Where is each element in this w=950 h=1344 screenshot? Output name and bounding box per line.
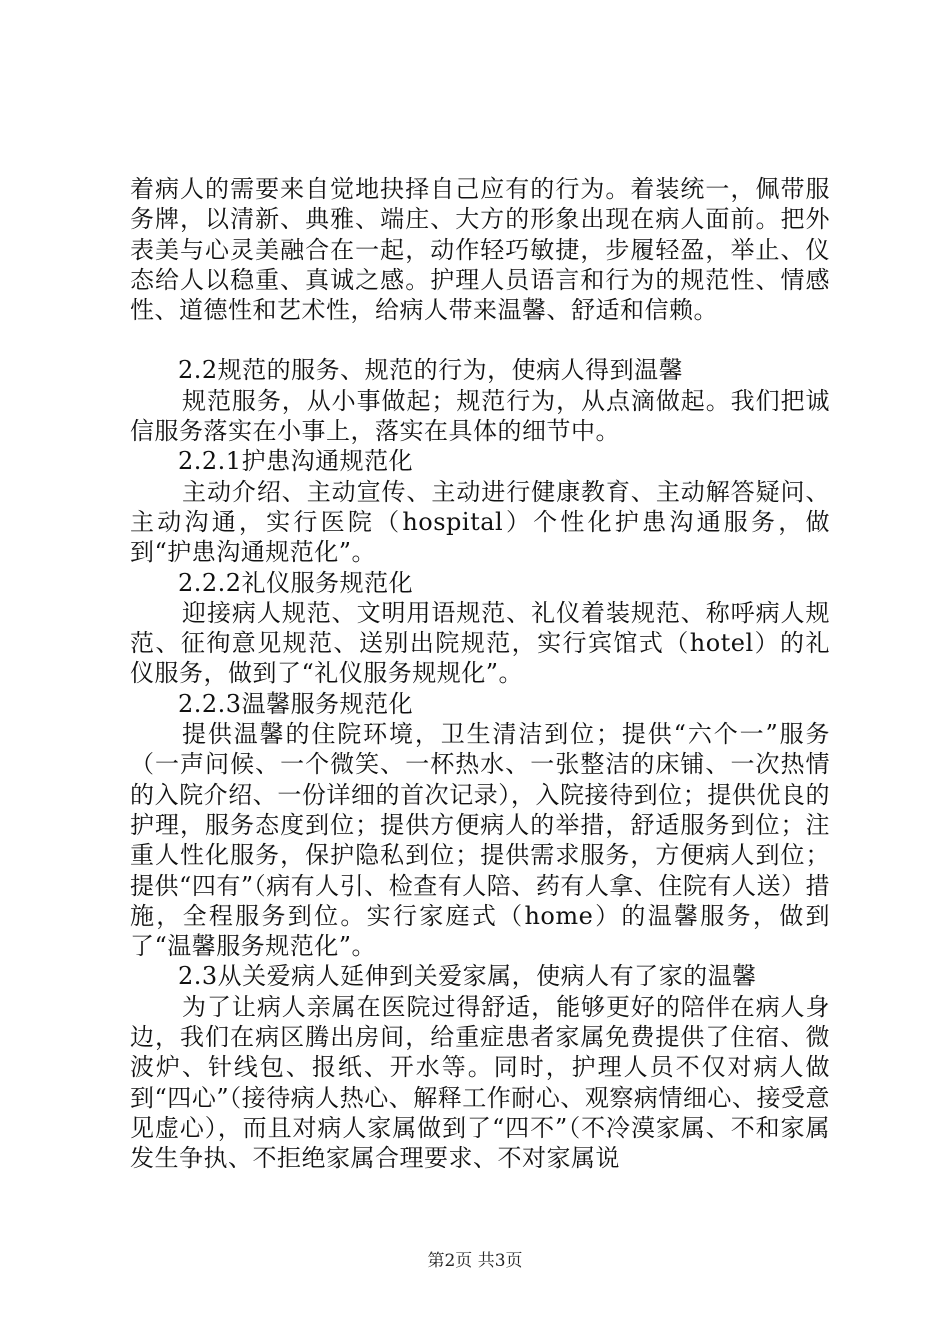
page-footer: 第2页 共3页 [427,1251,523,1271]
section-heading-2-2-2: 2.2.2礼仪服务规范化 [178,568,414,597]
body-paragraph: 着病人的需要来自觉地抉择自己应有的行为。着装统一，佩带服务牌，以清新、典雅、端庄、大方的形象出现在病人面前。把外表美与心灵美融合在一起，动作轻巧敏捷，步履轻盈，举止、仪态给人以稳重、真诚之感。护理人员语言和行为的规范性、情感性、道德性和艺术性，给病人带来温馨、舒适和信赖。 [130,175,830,325]
section-heading-2-3: 2.3从关爱病人延伸到关爱家属，使病人有了家的温馨 [178,962,757,991]
section-heading-2-2-1: 2.2.1护患沟通规范化 [178,447,414,476]
body-paragraph: 规范服务，从小事做起；规范行为，从点滴做起。我们把诚信服务落实在小事上，落实在具体的细节中。 [130,386,830,446]
section-heading-2-2-3: 2.2.3温馨服务规范化 [178,689,414,718]
body-paragraph: 提供温馨的住院环境，卫生清洁到位；提供“六个一”服务（一声问候、一个微笑、一杯热水、一张整洁的床铺、一次热情的入院介绍、一份详细的首次记录），入院接待到位；提供优良的护理，服务态度到位；提供方便病人的举措，舒适服务到位；注重人性化服务，保护隐私到位；提供需求服务，方便病人到位；提供“四有”（病有人引、检查有人陪、药有人拿、住院有人送）措施，全程服务到位。实行家庭式（home）的温馨服务，做到了“温馨服务规范化”。 [130,720,830,961]
body-paragraph: 为了让病人亲属在医院过得舒适，能够更好的陪伴在病人身边，我们在病区腾出房间，给重症患者家属免费提供了住宿、微波炉、针线包、报纸、开水等。同时，护理人员不仅对病人做到“四心”（接待病人热心、解释工作耐心、观察病情细心、接受意见虚心），而且对病人家属做到了“四不”（不冷漠家属、不和家属发生争执、不拒绝家属合理要求、不对家属说 [130,992,830,1173]
section-heading-2-2: 2.2规范的服务、规范的行为，使病人得到温馨 [178,356,684,385]
document-body [130,174,830,1174]
body-paragraph: 主动介绍、主动宣传、主动进行健康教育、主动解答疑问、主动沟通，实行医院（hospital）个性化护患沟通服务，做到“护患沟通规范化”。 [130,477,830,567]
body-paragraph: 迎接病人规范、文明用语规范、礼仪着装规范、称呼病人规范、征徇意见规范、送别出院规范，实行宾馆式（hotel）的礼仪服务，做到了“礼仪服务规规化”。 [130,598,830,688]
